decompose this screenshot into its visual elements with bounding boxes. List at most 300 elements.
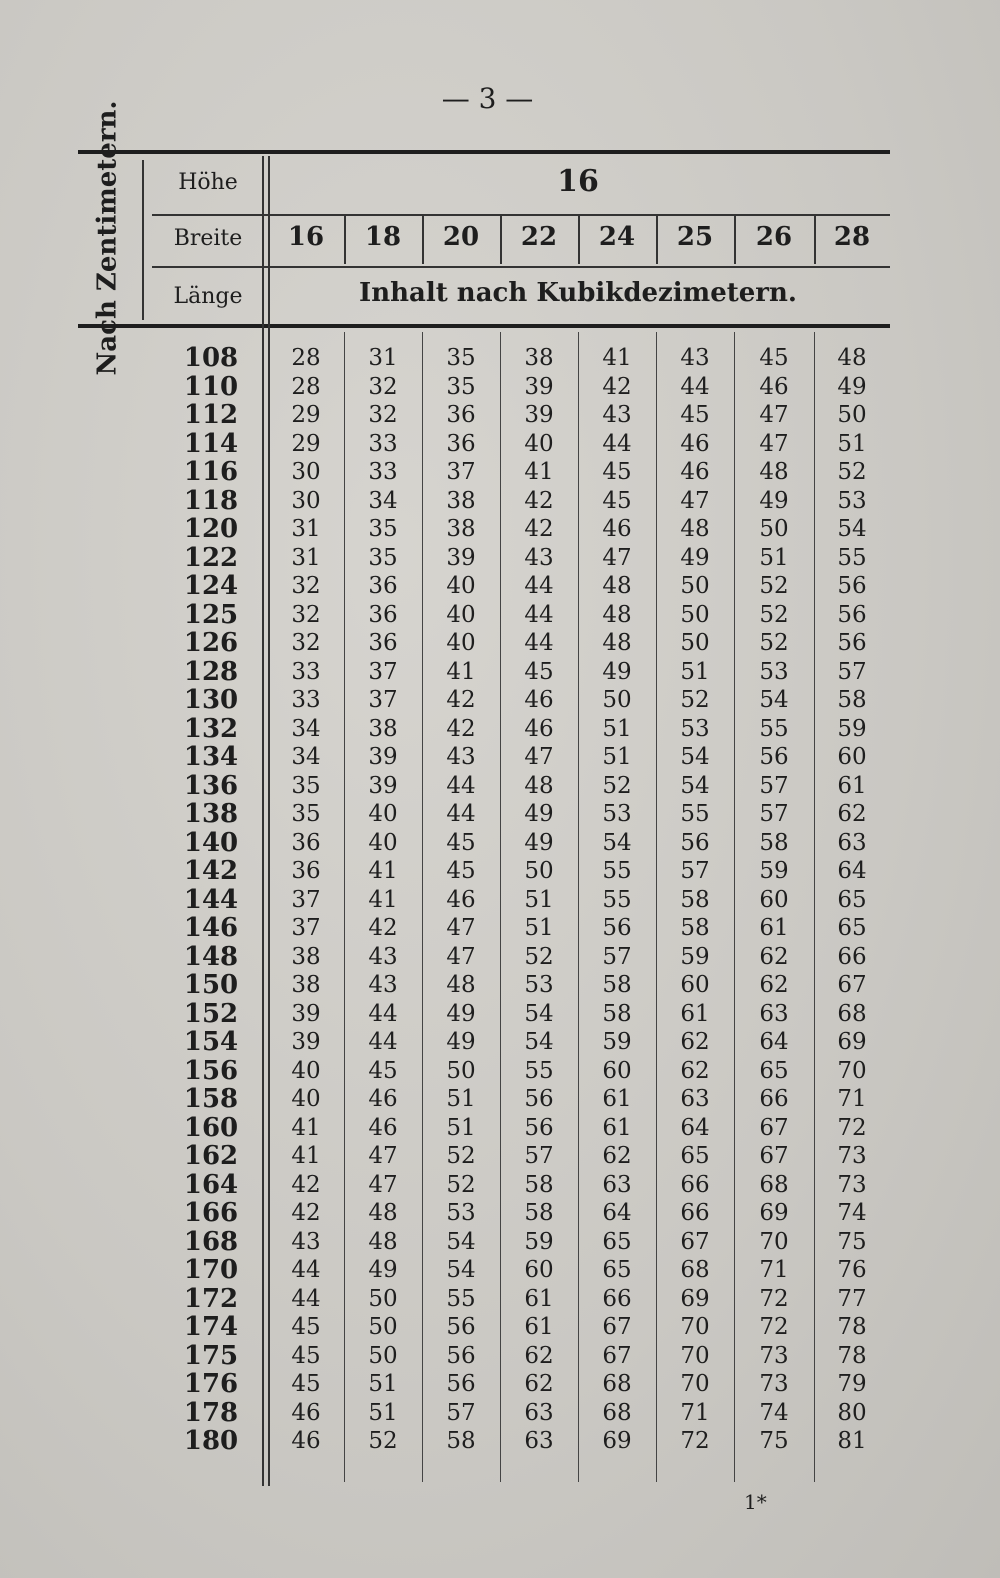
table-cell: 56 xyxy=(837,601,867,628)
table-cell: 63 xyxy=(602,1171,632,1198)
table-cell: 36 xyxy=(446,430,476,457)
table-cell: 55 xyxy=(837,544,867,571)
table-cell: 55 xyxy=(602,886,632,913)
table-cell: 71 xyxy=(837,1086,867,1112)
table-cell: 42 xyxy=(446,687,476,713)
table-cell: 57 xyxy=(759,801,789,827)
table-cell: 45 xyxy=(368,1057,398,1084)
table-cell: 51 xyxy=(602,744,632,770)
row-length-label: 144 xyxy=(183,884,239,915)
table-cell: 64 xyxy=(759,1029,789,1055)
table-cell: 41 xyxy=(291,1114,321,1141)
table-cell: 70 xyxy=(837,1057,867,1084)
table-cell: 31 xyxy=(291,544,321,571)
table-cell: 44 xyxy=(368,1029,398,1055)
width-header-cell: 25 xyxy=(676,222,714,252)
table-cell: 64 xyxy=(837,858,867,884)
table-cell: 46 xyxy=(602,516,632,542)
table-cell: 35 xyxy=(291,772,321,799)
table-cell: 54 xyxy=(680,744,710,770)
table-cell: 37 xyxy=(368,687,398,713)
width-header-cell: 28 xyxy=(833,222,871,252)
table-cell: 41 xyxy=(368,858,398,884)
table-cell: 47 xyxy=(759,430,789,457)
table-cell: 35 xyxy=(368,516,398,542)
table-cell: 37 xyxy=(446,459,476,485)
length-label: Länge xyxy=(173,284,243,309)
row-length-label: 110 xyxy=(183,371,239,402)
table-cell: 72 xyxy=(759,1314,789,1340)
table-cell: 46 xyxy=(368,1086,398,1112)
table-cell: 46 xyxy=(680,430,710,457)
table-cell: 43 xyxy=(602,402,632,428)
row-length-label: 160 xyxy=(183,1112,239,1143)
table-cell: 32 xyxy=(368,373,398,400)
table-cell: 50 xyxy=(837,402,867,428)
row-length-label: 138 xyxy=(183,799,239,829)
table-cell: 39 xyxy=(368,772,398,799)
table-cell: 65 xyxy=(759,1057,789,1084)
table-cell: 73 xyxy=(837,1143,867,1169)
table-cell: 49 xyxy=(602,658,632,685)
table-cell: 36 xyxy=(368,573,398,599)
width-header-cell: 18 xyxy=(364,222,402,252)
table-cell: 38 xyxy=(368,715,398,742)
table-cell: 53 xyxy=(759,658,789,685)
table-cell: 52 xyxy=(446,1143,476,1169)
table-cell: 60 xyxy=(602,1057,632,1084)
table-cell: 47 xyxy=(446,915,476,941)
table-cell: 66 xyxy=(837,943,867,970)
table-cell: 48 xyxy=(446,972,476,998)
table-cell: 35 xyxy=(446,345,476,371)
table-cell: 45 xyxy=(446,858,476,884)
table-cell: 50 xyxy=(680,630,710,656)
table-cell: 57 xyxy=(837,658,867,685)
table-cell: 56 xyxy=(446,1342,476,1369)
table-cell: 58 xyxy=(446,1428,476,1454)
table-cell: 58 xyxy=(759,829,789,856)
table-cell: 56 xyxy=(837,573,867,599)
table-cell: 36 xyxy=(368,601,398,628)
table-cell: 44 xyxy=(368,1000,398,1027)
content-title: Inhalt nach Kubikdezimetern. xyxy=(359,278,797,308)
table-cell: 44 xyxy=(291,1257,321,1283)
width-column-divider xyxy=(578,216,580,264)
width-column-divider xyxy=(500,216,502,264)
table-cell: 51 xyxy=(680,658,710,685)
width-header-cell: 24 xyxy=(598,222,636,252)
table-cell: 57 xyxy=(446,1399,476,1426)
table-cell: 78 xyxy=(837,1314,867,1340)
table-cell: 45 xyxy=(446,829,476,856)
table-cell: 48 xyxy=(680,516,710,542)
row-length-label: 125 xyxy=(183,599,239,630)
table-cell: 40 xyxy=(446,573,476,599)
table-cell: 38 xyxy=(291,972,321,998)
table-cell: 52 xyxy=(759,630,789,656)
table-cell: 38 xyxy=(291,943,321,970)
table-cell: 44 xyxy=(524,630,554,656)
table-cell: 44 xyxy=(680,373,710,400)
table-cell: 51 xyxy=(524,915,554,941)
row-length-label: 176 xyxy=(183,1369,239,1399)
table-cell: 45 xyxy=(291,1371,321,1397)
table-cell: 29 xyxy=(291,430,321,457)
row-length-label: 120 xyxy=(183,514,239,544)
table-cell: 61 xyxy=(524,1285,554,1312)
table-cell: 68 xyxy=(837,1000,867,1027)
table-cell: 70 xyxy=(680,1314,710,1340)
table-cell: 67 xyxy=(837,972,867,998)
table-cell: 44 xyxy=(446,801,476,827)
table-cell: 74 xyxy=(759,1399,789,1426)
table-cell: 68 xyxy=(680,1257,710,1283)
table-cell: 54 xyxy=(680,772,710,799)
volume-table xyxy=(78,100,890,1490)
table-cell: 47 xyxy=(368,1143,398,1169)
table-cell: 39 xyxy=(291,1000,321,1027)
row-length-label: 142 xyxy=(183,856,239,886)
table-cell: 32 xyxy=(291,630,321,656)
width-label: Breite xyxy=(173,226,243,251)
width-header-cell: 16 xyxy=(287,222,325,252)
table-cell: 69 xyxy=(759,1200,789,1226)
table-cell: 53 xyxy=(524,972,554,998)
width-header-cell: 22 xyxy=(520,222,558,252)
table-cell: 55 xyxy=(446,1285,476,1312)
table-cell: 45 xyxy=(602,487,632,514)
table-cell: 42 xyxy=(291,1200,321,1226)
table-cell: 59 xyxy=(837,715,867,742)
table-cell: 56 xyxy=(446,1371,476,1397)
table-cell: 62 xyxy=(759,943,789,970)
table-cell: 69 xyxy=(680,1285,710,1312)
width-column-divider xyxy=(656,216,658,264)
table-cell: 55 xyxy=(680,801,710,827)
table-cell: 40 xyxy=(291,1057,321,1084)
table-cell: 38 xyxy=(446,516,476,542)
table-cell: 62 xyxy=(524,1371,554,1397)
side-label-divider xyxy=(142,160,144,320)
table-cell: 43 xyxy=(446,744,476,770)
row-length-label: 166 xyxy=(183,1198,239,1228)
table-cell: 81 xyxy=(837,1428,867,1454)
table-cell: 39 xyxy=(446,544,476,571)
table-cell: 44 xyxy=(446,772,476,799)
table-cell: 48 xyxy=(524,772,554,799)
table-cell: 59 xyxy=(680,943,710,970)
table-cell: 53 xyxy=(446,1200,476,1226)
table-cell: 55 xyxy=(524,1057,554,1084)
width-column-divider xyxy=(344,216,346,264)
table-cell: 33 xyxy=(291,658,321,685)
table-cell: 50 xyxy=(368,1314,398,1340)
table-cell: 51 xyxy=(368,1399,398,1426)
table-cell: 56 xyxy=(759,744,789,770)
table-cell: 67 xyxy=(759,1143,789,1169)
height-value: 16 xyxy=(557,164,599,199)
table-cell: 48 xyxy=(602,630,632,656)
row-length-label: 118 xyxy=(183,485,239,516)
table-cell: 46 xyxy=(291,1399,321,1426)
table-cell: 54 xyxy=(524,1000,554,1027)
table-cell: 73 xyxy=(759,1371,789,1397)
table-cell: 67 xyxy=(602,1314,632,1340)
page-number: — 3 — xyxy=(441,82,534,115)
table-cell: 42 xyxy=(524,487,554,514)
table-cell: 51 xyxy=(602,715,632,742)
table-cell: 39 xyxy=(524,373,554,400)
table-cell: 46 xyxy=(759,373,789,400)
row-length-label: 150 xyxy=(183,970,239,1000)
table-cell: 47 xyxy=(680,487,710,514)
row-length-label: 175 xyxy=(183,1340,239,1371)
table-cell: 63 xyxy=(524,1399,554,1426)
table-cell: 48 xyxy=(602,573,632,599)
table-cell: 48 xyxy=(837,345,867,371)
table-cell: 36 xyxy=(368,630,398,656)
table-cell: 65 xyxy=(837,886,867,913)
table-cell: 50 xyxy=(368,1342,398,1369)
table-cell: 52 xyxy=(524,943,554,970)
table-cell: 68 xyxy=(602,1371,632,1397)
table-cell: 38 xyxy=(446,487,476,514)
table-cell: 77 xyxy=(837,1285,867,1312)
table-cell: 40 xyxy=(524,430,554,457)
table-cell: 79 xyxy=(837,1371,867,1397)
table-cell: 45 xyxy=(759,345,789,371)
table-cell: 59 xyxy=(602,1029,632,1055)
table-cell: 50 xyxy=(680,573,710,599)
header-bottom-rule xyxy=(78,324,890,328)
table-cell: 72 xyxy=(837,1114,867,1141)
table-cell: 72 xyxy=(680,1428,710,1454)
table-cell: 40 xyxy=(446,630,476,656)
table-cell: 66 xyxy=(602,1285,632,1312)
table-cell: 69 xyxy=(602,1428,632,1454)
table-cell: 45 xyxy=(524,658,554,685)
table-cell: 80 xyxy=(837,1399,867,1426)
table-cell: 59 xyxy=(524,1228,554,1255)
table-cell: 35 xyxy=(291,801,321,827)
table-cell: 48 xyxy=(602,601,632,628)
row-length-label: 178 xyxy=(183,1397,239,1428)
table-cell: 63 xyxy=(680,1086,710,1112)
table-cell: 62 xyxy=(680,1057,710,1084)
table-cell: 54 xyxy=(602,829,632,856)
table-cell: 46 xyxy=(524,715,554,742)
table-cell: 51 xyxy=(368,1371,398,1397)
table-cell: 42 xyxy=(446,715,476,742)
table-cell: 44 xyxy=(524,573,554,599)
table-cell: 50 xyxy=(680,601,710,628)
table-cell: 37 xyxy=(291,915,321,941)
row-length-label: 146 xyxy=(183,913,239,943)
table-cell: 46 xyxy=(368,1114,398,1141)
table-cell: 35 xyxy=(368,544,398,571)
table-cell: 46 xyxy=(291,1428,321,1454)
table-cell: 62 xyxy=(524,1342,554,1369)
row-length-label: 174 xyxy=(183,1312,239,1342)
table-cell: 67 xyxy=(759,1114,789,1141)
table-cell: 40 xyxy=(291,1086,321,1112)
table-cell: 35 xyxy=(446,373,476,400)
row-length-label: 130 xyxy=(183,685,239,715)
table-cell: 51 xyxy=(759,544,789,571)
table-cell: 48 xyxy=(368,1228,398,1255)
table-cell: 75 xyxy=(759,1428,789,1454)
table-cell: 58 xyxy=(680,915,710,941)
table-cell: 48 xyxy=(368,1200,398,1226)
table-cell: 62 xyxy=(602,1143,632,1169)
table-cell: 58 xyxy=(602,1000,632,1027)
table-cell: 32 xyxy=(291,601,321,628)
side-label-text: Nach Zentimetern. xyxy=(92,100,122,376)
row-length-label: 162 xyxy=(183,1141,239,1171)
table-cell: 43 xyxy=(524,544,554,571)
table-cell: 72 xyxy=(759,1285,789,1312)
row-length-label: 168 xyxy=(183,1226,239,1257)
table-cell: 67 xyxy=(602,1342,632,1369)
table-cell: 52 xyxy=(759,601,789,628)
table-cell: 52 xyxy=(837,459,867,485)
side-label xyxy=(76,100,138,376)
table-cell: 31 xyxy=(368,345,398,371)
table-cell: 54 xyxy=(446,1257,476,1283)
row-length-label: 132 xyxy=(183,713,239,744)
table-cell: 47 xyxy=(368,1171,398,1198)
table-cell: 55 xyxy=(759,715,789,742)
table-cell: 73 xyxy=(837,1171,867,1198)
footer-signature-mark: 1* xyxy=(744,1490,767,1514)
table-cell: 66 xyxy=(759,1086,789,1112)
table-cell: 69 xyxy=(837,1029,867,1055)
table-cell: 63 xyxy=(837,829,867,856)
table-cell: 78 xyxy=(837,1342,867,1369)
table-cell: 74 xyxy=(837,1200,867,1226)
table-cell: 28 xyxy=(291,373,321,400)
table-cell: 49 xyxy=(446,1000,476,1027)
table-cell: 56 xyxy=(446,1314,476,1340)
table-cell: 41 xyxy=(524,459,554,485)
table-cell: 34 xyxy=(291,715,321,742)
table-cell: 43 xyxy=(368,972,398,998)
table-cell: 49 xyxy=(446,1029,476,1055)
row-length-label: 134 xyxy=(183,742,239,772)
table-cell: 38 xyxy=(524,345,554,371)
row-length-label: 158 xyxy=(183,1084,239,1114)
table-cell: 49 xyxy=(837,373,867,400)
row-length-label: 152 xyxy=(183,998,239,1029)
width-column-divider xyxy=(814,216,816,264)
row-length-label: 148 xyxy=(183,941,239,972)
table-cell: 56 xyxy=(602,915,632,941)
table-cell: 34 xyxy=(368,487,398,514)
table-cell: 50 xyxy=(368,1285,398,1312)
table-cell: 44 xyxy=(602,430,632,457)
header-top-rule xyxy=(78,150,890,154)
row-length-label: 156 xyxy=(183,1055,239,1086)
height-label: Höhe xyxy=(178,170,238,195)
table-cell: 46 xyxy=(680,459,710,485)
row-length-label: 180 xyxy=(183,1426,239,1456)
table-cell: 60 xyxy=(524,1257,554,1283)
width-column-divider xyxy=(422,216,424,264)
table-cell: 61 xyxy=(602,1114,632,1141)
table-cell: 43 xyxy=(291,1228,321,1255)
table-cell: 57 xyxy=(524,1143,554,1169)
table-cell: 62 xyxy=(759,972,789,998)
table-cell: 53 xyxy=(837,487,867,514)
table-cell: 75 xyxy=(837,1228,867,1255)
table-cell: 71 xyxy=(680,1399,710,1426)
table-cell: 32 xyxy=(368,402,398,428)
table-cell: 42 xyxy=(524,516,554,542)
table-cell: 66 xyxy=(680,1200,710,1226)
row-length-label: 122 xyxy=(183,542,239,573)
table-cell: 43 xyxy=(680,345,710,371)
table-cell: 60 xyxy=(680,972,710,998)
table-cell: 37 xyxy=(368,658,398,685)
table-cell: 70 xyxy=(680,1371,710,1397)
table-cell: 60 xyxy=(759,886,789,913)
table-cell: 28 xyxy=(291,345,321,371)
table-cell: 49 xyxy=(368,1257,398,1283)
table-cell: 41 xyxy=(368,886,398,913)
table-cell: 51 xyxy=(446,1114,476,1141)
table-cell: 41 xyxy=(291,1143,321,1169)
table-cell: 64 xyxy=(602,1200,632,1226)
table-cell: 61 xyxy=(837,772,867,799)
table-cell: 47 xyxy=(446,943,476,970)
row-length-label: 154 xyxy=(183,1027,239,1057)
row-length-label: 112 xyxy=(183,400,239,430)
table-cell: 48 xyxy=(759,459,789,485)
table-cell: 40 xyxy=(368,829,398,856)
table-cell: 67 xyxy=(680,1228,710,1255)
table-cell: 37 xyxy=(291,886,321,913)
table-cell: 64 xyxy=(680,1114,710,1141)
row-length-label: 116 xyxy=(183,457,239,487)
table-cell: 42 xyxy=(291,1171,321,1198)
row-length-label: 172 xyxy=(183,1283,239,1314)
row-length-label: 124 xyxy=(183,571,239,601)
table-cell: 42 xyxy=(602,373,632,400)
table-cell: 62 xyxy=(837,801,867,827)
row-length-label: 126 xyxy=(183,628,239,658)
row-length-label: 164 xyxy=(183,1169,239,1200)
table-cell: 43 xyxy=(368,943,398,970)
table-cell: 52 xyxy=(680,687,710,713)
table-cell: 50 xyxy=(446,1057,476,1084)
table-cell: 39 xyxy=(368,744,398,770)
table-cell: 70 xyxy=(680,1342,710,1369)
table-cell: 61 xyxy=(602,1086,632,1112)
table-cell: 70 xyxy=(759,1228,789,1255)
width-header-cell: 20 xyxy=(442,222,480,252)
table-cell: 33 xyxy=(368,459,398,485)
table-cell: 68 xyxy=(759,1171,789,1198)
table-cell: 36 xyxy=(291,858,321,884)
table-cell: 49 xyxy=(759,487,789,514)
row-length-label: 114 xyxy=(183,428,239,459)
table-cell: 68 xyxy=(602,1399,632,1426)
table-cell: 55 xyxy=(602,858,632,884)
table-cell: 51 xyxy=(446,1086,476,1112)
table-cell: 44 xyxy=(524,601,554,628)
table-cell: 47 xyxy=(602,544,632,571)
